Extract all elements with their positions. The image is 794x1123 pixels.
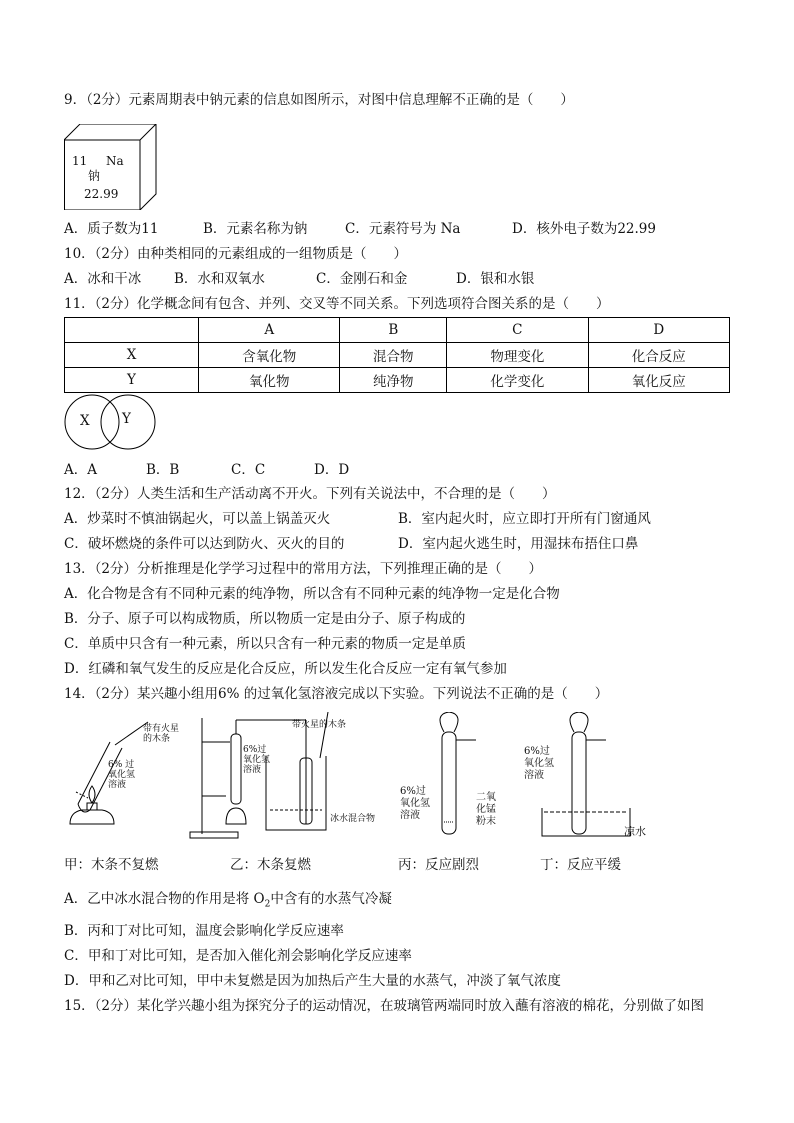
table-row [65,343,730,368]
table-cell: 物理变化 [447,343,588,368]
table-cell: A [199,318,340,343]
caption-jia: 甲：木条不复燃 [64,857,159,873]
table-cell: 化学变化 [447,368,588,393]
ding-water-label: 凉水 [624,825,646,838]
q14-option-d[interactable]: D．甲和乙对比可知，甲中未复燃是因为加热后产生大量的水蒸气，冲淡了氧气浓度 [64,973,561,989]
caption-bing: 丙：反应剧烈 [398,857,479,873]
q9-option-d[interactable]: D．核外电子数为22.99 [512,221,656,237]
q10-option-c[interactable]: C．金刚石和金 [316,271,408,287]
q12-option-c[interactable]: C．破坏燃烧的条件可以达到防火、灭火的目的 [64,536,345,552]
table-row [65,368,730,393]
yi-splint-label: 带火星的木条 [292,720,347,730]
bing-solution-label: 6%过 氧化氢 溶液 [400,786,430,821]
q10-option-d[interactable]: D．银和水银 [456,271,535,287]
q12-option-b[interactable]: B．室内起火时，应立即打开所有门窗通风 [398,511,651,527]
q9-option-b[interactable]: B．元素名称为钠 [203,221,308,237]
yi-solution-label: 6%过 氧化氢 溶液 [243,745,271,775]
table-cell: D [588,318,729,343]
table-cell: 氧化反应 [588,368,729,393]
table-cell: X [65,343,199,368]
table-cell: B [340,318,447,343]
venn-label-y: Y [122,411,131,427]
q9-option-c[interactable]: C．元素符号为 Na [345,221,461,237]
q13-option-c[interactable]: C．单质中只含有一种元素，所以只含有一种元素的物质一定是单质 [64,636,466,652]
caption-ding: 丁：反应平缓 [540,857,621,873]
q14-option-a[interactable]: A．乙中冰水混合物的作用是将 $O_2$中含有的水蒸气冷凝 [64,891,392,910]
jia-splint-label: 带有火星 的木条 [143,724,180,744]
q14-option-b[interactable]: B．丙和丁对比可知，温度会影响化学反应速率 [64,923,344,939]
q11-stem: 11．（2分）化学概念间有包含、并列、交叉等不同关系。下列选项符合图关系的是（ ） [64,296,610,312]
q13-stem: 13．（2分）分析推理是化学学习过程中的常用方法，下列推理正确的是（ ） [64,561,543,577]
element-name: 钠 [88,169,101,183]
q12-option-a[interactable]: A．炒菜时不慎油锅起火，可以盖上锅盖灭火 [64,511,331,527]
q9-stem: 9．（2分）元素周期表中钠元素的信息如图所示，对图中信息理解不正确的是（ ） [64,92,574,108]
q10-option-b[interactable]: B．水和双氧水 [174,271,265,287]
q13-option-a[interactable]: A．化合物是含有不同种元素的纯净物，所以含有不同种元素的纯净物一定是化合物 [64,586,560,602]
table-cell: 化合反应 [588,343,729,368]
table-cell: C [447,318,588,343]
q11-table [64,317,730,393]
q12-stem: 12．（2分）人类生活和生产活动离不开火。下列有关说法中，不合理的是（ ） [64,486,556,502]
test-tube-bing [440,712,476,834]
q14-option-c[interactable]: C．甲和丁对比可知，是否加入催化剂会影响化学反应速率 [64,948,412,964]
table-cell: 含氧化物 [199,343,340,368]
q11-option-a[interactable]: A．A [64,462,97,478]
ding-solution-label: 6%过 氧化氢 溶液 [524,746,554,781]
q10-stem: 10．（2分）由种类相同的元素组成的一组物质是（ ） [64,246,408,262]
caption-yi: 乙：木条复燃 [230,857,311,873]
table-cell: 氧化物 [199,368,340,393]
table-cell [65,318,199,343]
table-cell: 纯净物 [340,368,447,393]
table-cell: 混合物 [340,343,447,368]
atomic-number: 11 [72,154,88,168]
q11-option-c[interactable]: C．C [231,462,266,478]
q11-option-b[interactable]: B．B [146,462,180,478]
atomic-mass: 22.99 [84,187,119,201]
yi-mixture-label: 冰水混合物 [330,814,376,824]
q15-stem: 15．（2分）某化学兴趣小组为探究分子的运动情况，在玻璃管两端同时放入蘸有溶液的棉花，分别做了如图 [64,998,705,1014]
q13-option-d[interactable]: D．红磷和氧气发生的反应是化合反应，所以发生化合反应一定有氧气参加 [64,661,507,677]
venn-diagram [64,394,160,452]
table-cell: Y [65,368,199,393]
element-symbol: Na [106,154,124,168]
q12-option-d[interactable]: D．室内起火逃生时，用湿抹布捂住口鼻 [398,536,639,552]
bing-mno2-label: 二氧 化锰 粉末 [476,792,496,827]
q9-option-a[interactable]: A．质子数为11 [64,221,159,237]
venn-label-x: X [80,413,90,429]
q13-option-b[interactable]: B．分子、原子可以构成物质，所以物质一定是由分子、原子构成的 [64,611,466,627]
q10-option-a[interactable]: A．冰和干冰 [64,271,142,287]
q14-stem: 14．（2分）某兴趣小组用6% 的过氧化氢溶液完成以下实验。下列说法不正确的是（ ） [64,686,609,702]
alcohol-lamp [70,786,114,824]
table-header-row [65,318,730,343]
q11-option-d[interactable]: D．D [314,462,350,478]
jia-solution-label: 6% 过 氧化氢 溶液 [108,760,136,790]
test-tube-ding [542,712,630,836]
